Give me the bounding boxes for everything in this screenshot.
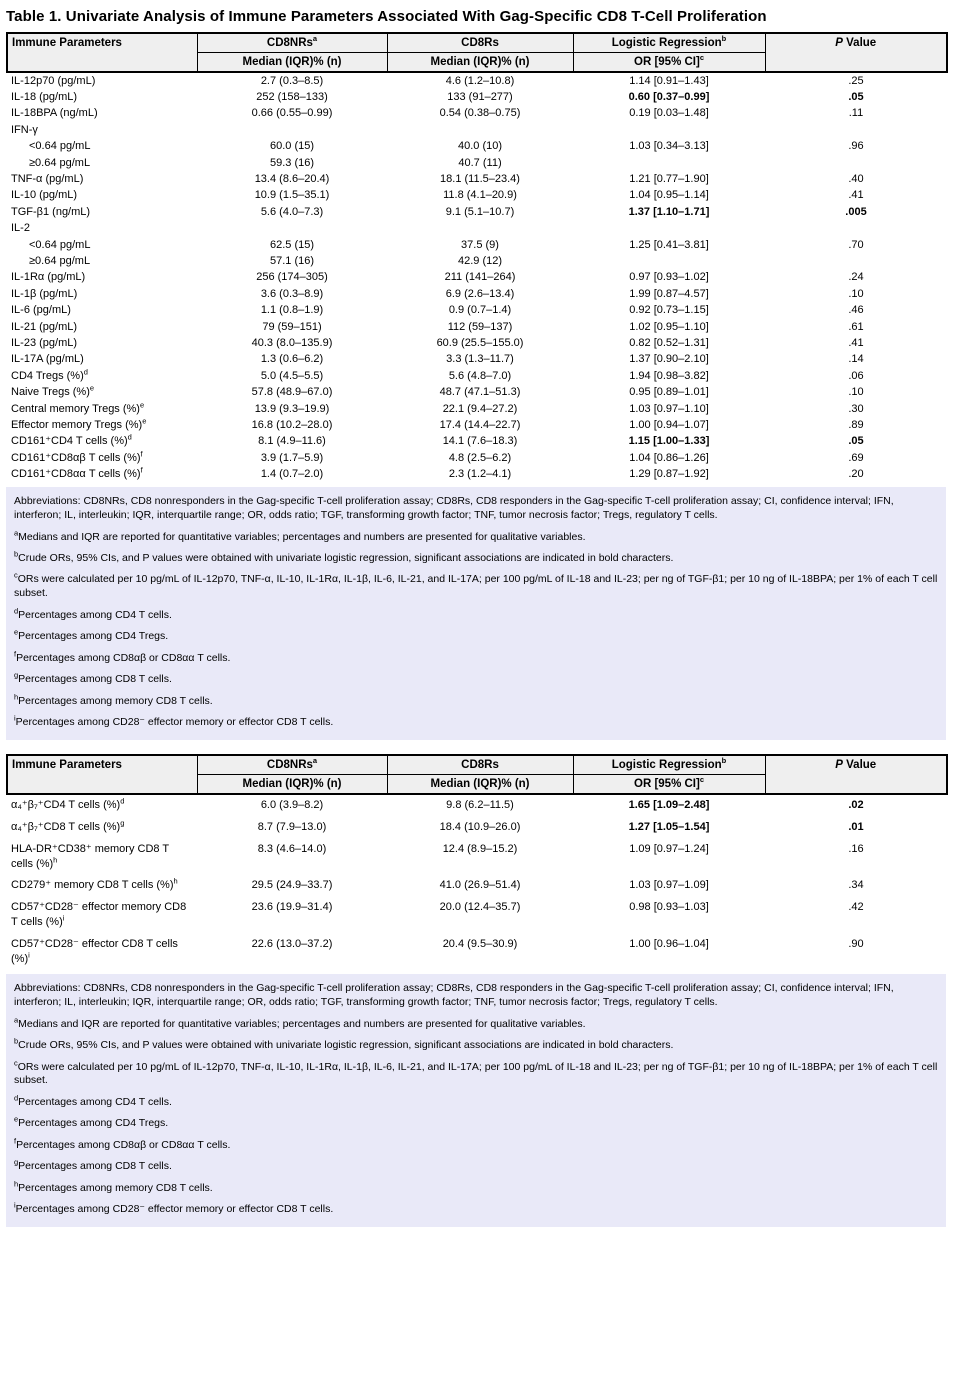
table-row <box>7 237 947 253</box>
footnote: $^c$ORs were calculated per 10 pg/mL of IL-12p70, TNF-α, IL-10, IL-1Rα, IL-1β, IL-6, IL-21, and IL-17A; per 100 pg/mL of IL-18 and IL-23; per ng of TGF-β1; per 10 ng of IL-18BPA; per 1% of each T cell subset. <box>14 1058 938 1087</box>
table-row <box>7 336 947 352</box>
footnote-marker: i <box>62 913 65 923</box>
row-label: IL-2 <box>11 222 30 235</box>
cd8nrs-median-cell: 8.3 (4.6–14.0) <box>257 842 327 855</box>
row-label: IFN-γ <box>11 123 38 136</box>
odds-ratio-cell: 1.14 [0.91–1.43] <box>629 74 709 87</box>
odds-ratio-cell: 1.02 [0.95–1.10] <box>629 320 709 333</box>
footnote-marker: c <box>14 1058 18 1067</box>
cd8rs-median-cell: 0.9 (0.7–1.4) <box>448 304 512 317</box>
table-row <box>7 139 947 155</box>
p-value-cell: .20 <box>848 468 864 481</box>
odds-ratio-cell: 1.00 [0.96–1.04] <box>629 938 709 950</box>
p-value-cell <box>765 122 947 138</box>
cd8rs-median-cell: 4.6 (1.2–10.8) <box>445 74 515 87</box>
p-value-cell: .05 <box>848 435 864 448</box>
table-sections-container <box>6 32 947 1227</box>
table-row <box>7 875 947 897</box>
footnote: $^i$Percentages among CD28⁻ effector memory or effector CD8 T cells. <box>14 1200 334 1216</box>
table-row <box>7 106 947 122</box>
p-value-cell <box>765 221 947 237</box>
row-label: <0.64 pg/mL <box>29 140 91 153</box>
p-value-cell: .06 <box>848 369 864 382</box>
column-subheader-cd8rs-median: Median (IQR)% (n) <box>387 774 573 794</box>
footnotes-1 <box>6 487 946 739</box>
footnote-marker: f <box>14 649 17 659</box>
cd8rs-median-cell: 18.1 (11.5–23.4) <box>440 172 520 185</box>
p-value-cell: .96 <box>848 140 864 153</box>
row-label: IL-10 (pg/mL) <box>11 189 78 202</box>
footnote-marker: e <box>142 416 147 426</box>
row-label: CD161⁺CD8αα T cells (%)$^f$ <box>11 465 143 481</box>
row-label: CD279⁺ memory CD8 T cells (%)$^h$ <box>11 876 178 892</box>
cd8rs-median-cell: 20.0 (12.4–35.7) <box>439 901 521 914</box>
table-row <box>7 188 947 204</box>
footnote-marker: g <box>14 670 19 680</box>
table-row <box>7 155 947 171</box>
row-label: IL-21 (pg/mL) <box>11 320 78 333</box>
odds-ratio-cell: 0.60 [0.37–0.99] <box>628 90 710 103</box>
column-header-cd8rs: CD8Rs <box>387 755 573 775</box>
footnote: $^d$Percentages among CD4 T cells. <box>14 1093 172 1108</box>
footnote-marker: i <box>28 950 30 960</box>
table-section-1 <box>6 32 947 740</box>
footnote-marker: h <box>173 876 178 886</box>
header-row-top <box>7 755 947 775</box>
odds-ratio-cell: 1.04 [0.86–1.26] <box>629 451 709 464</box>
footnote: $^c$ORs were calculated per 10 pg/mL of IL-12p70, TNF-α, IL-10, IL-1Rα, IL-1β, IL-6, IL-21, and IL-17A; per 100 pg/mL of IL-18 and IL-23; per ng of TGF-β1; per 10 ng of IL-18BPA; per 1% of each T cell subset. <box>14 570 938 600</box>
odds-ratio-cell: 1.37 [0.90–2.10] <box>629 353 709 366</box>
cd8nrs-median-cell: 8.1 (4.9–11.6) <box>258 435 326 448</box>
footnote-marker: d <box>14 1093 19 1103</box>
row-label: ≥0.64 pg/mL <box>29 156 91 169</box>
p-value-cell: .61 <box>848 320 864 333</box>
p-value-cell: .01 <box>848 820 864 833</box>
footnote: $^h$Percentages among memory CD8 T cells. <box>14 692 213 707</box>
cd8nrs-median-cell: 13.9 (9.3–19.9) <box>254 402 330 415</box>
cd8rs-median-cell: 211 (141–264) <box>444 271 516 284</box>
footnote-marker: h <box>53 854 58 864</box>
footnote-marker: i <box>14 1200 16 1210</box>
footnote-marker: c <box>14 570 18 580</box>
footnote: $^b$Crude ORs, 95% CIs, and P values were obtained with univariate logistic regression, significant associations are indicated in bold characters. <box>14 1036 674 1052</box>
table-row <box>7 434 947 450</box>
cd8nrs-median-cell: 40.3 (8.0–135.9) <box>251 337 333 349</box>
immune-parameters-table-2 <box>6 754 948 971</box>
odds-ratio-cell <box>573 221 765 237</box>
cd8nrs-median-cell: 1.4 (0.7–2.0) <box>260 468 324 481</box>
column-header-logistic-regression: Logistic Regression$^b$ <box>573 33 765 53</box>
cd8nrs-median-cell: 16.8 (10.2–28.0) <box>251 419 333 432</box>
odds-ratio-cell: 1.09 [0.97–1.24] <box>629 842 709 855</box>
p-value-cell: .90 <box>848 938 864 950</box>
p-value-cell: .30 <box>848 402 864 415</box>
row-label: IL-23 (pg/mL) <box>11 337 78 349</box>
footnote-marker: f <box>14 1136 17 1146</box>
footnote-marker: d <box>83 367 88 377</box>
row-label: CD57⁺CD28⁻ effector CD8 T cells (%)$^i$ <box>11 938 178 965</box>
cd8nrs-median-cell: 79 (59–151) <box>262 320 322 333</box>
p-value-cell: .42 <box>848 901 864 914</box>
p-value-cell: .11 <box>848 107 864 120</box>
p-value-cell: .10 <box>848 287 864 300</box>
odds-ratio-cell: 0.19 [0.03–1.48] <box>629 107 709 120</box>
cd8nrs-median-cell <box>197 122 387 138</box>
cd8nrs-median-cell: 22.6 (13.0–37.2) <box>251 938 333 950</box>
footnote: $^b$Crude ORs, 95% CIs, and P values were obtained with univariate logistic regression, significant associations are indicated in bold characters. <box>14 549 674 565</box>
footnote: $^e$Percentages among CD4 Tregs. <box>14 1114 169 1130</box>
cd8rs-median-cell: 60.9 (25.5–155.0) <box>436 337 524 349</box>
p-value-cell: .05 <box>848 90 864 103</box>
cd8rs-median-cell: 42.9 (12) <box>457 254 503 267</box>
table-section-2 <box>6 754 947 1227</box>
table-header <box>7 755 947 794</box>
footnote-marker: b <box>721 755 727 765</box>
odds-ratio-cell: 1.25 [0.41–3.81] <box>629 238 709 251</box>
odds-ratio-cell: 0.95 [0.89–1.01] <box>629 386 709 399</box>
row-label: IL-18 (pg/mL) <box>11 90 78 103</box>
odds-ratio-cell: 1.99 [0.87–4.57] <box>629 287 709 300</box>
table-row <box>7 418 947 434</box>
cd8rs-median-cell: 18.4 (10.9–26.0) <box>439 820 521 833</box>
odds-ratio-cell <box>573 155 765 171</box>
odds-ratio-cell: 1.94 [0.98–3.82] <box>629 369 709 382</box>
column-header-p-value: P Value <box>765 755 947 794</box>
p-value-cell: .70 <box>848 238 864 251</box>
p-value-cell: .14 <box>848 353 864 366</box>
odds-ratio-cell: 0.98 [0.93–1.03] <box>629 901 709 914</box>
header-row-top <box>7 33 947 53</box>
odds-ratio-cell: 1.27 [1.05–1.54] <box>628 820 710 833</box>
table-header <box>7 33 947 72</box>
cd8nrs-median-cell: 1.3 (0.6–6.2) <box>260 353 324 366</box>
odds-ratio-cell: 0.92 [0.73–1.15] <box>629 304 709 317</box>
footnote-marker: d <box>120 796 125 806</box>
table-row <box>7 401 947 417</box>
column-subheader-cd8nrs-median: Median (IQR)% (n) <box>197 53 387 73</box>
column-subheader-or-ci: OR [95% CI]$^c$ <box>573 53 765 73</box>
table-row <box>7 204 947 220</box>
column-subheader-cd8nrs-median: Median (IQR)% (n) <box>197 774 387 794</box>
table-row <box>7 72 947 89</box>
table-body <box>7 72 947 483</box>
footnotes-2 <box>6 974 946 1226</box>
row-label: IL-1Rα (pg/mL) <box>11 271 86 284</box>
table-row <box>7 794 947 817</box>
column-subheader-or-ci: OR [95% CI]$^c$ <box>573 774 765 794</box>
footnote-marker: b <box>14 549 19 559</box>
cd8nrs-median-cell: 252 (158–133) <box>256 90 328 103</box>
p-value-cell: .69 <box>848 451 864 464</box>
cd8nrs-median-cell: 23.6 (19.9–31.4) <box>251 901 333 914</box>
table-body <box>7 794 947 971</box>
cd8nrs-median-cell: 256 (174–305) <box>256 271 328 284</box>
table-row <box>7 816 947 838</box>
footnote-marker: b <box>14 1036 19 1046</box>
cd8rs-median-cell: 12.4 (8.9–15.2) <box>442 842 518 855</box>
p-value-cell <box>765 253 947 269</box>
cd8nrs-median-cell: 2.7 (0.3–8.5) <box>260 74 324 87</box>
p-value-cell: .005 <box>845 205 867 218</box>
cd8nrs-median-cell: 3.6 (0.3–8.9) <box>260 287 324 300</box>
p-value-italic-letter: P <box>835 37 843 49</box>
cd8rs-median-cell <box>387 221 573 237</box>
p-value-cell: .16 <box>848 842 864 855</box>
footnote-marker: f <box>140 465 143 475</box>
cd8rs-median-cell: 0.54 (0.38–0.75) <box>439 107 521 120</box>
p-value-cell <box>765 155 947 171</box>
footnote: Abbreviations: CD8NRs, CD8 nonresponders in the Gag-specific T-cell proliferation assay; CD8Rs, CD8 responders in the Gag-specific T-cell proliferation assay; CI, confidence interval; IFN, interferon; IL, interleukin; IQR, interquartile range; OR, odds ratio; TGF, transforming growth factor; TNF, tumor necrosis factor; Tregs, regulatory T cells. <box>14 495 894 522</box>
table-row <box>7 385 947 401</box>
cd8rs-median-cell: 112 (59–137) <box>447 320 513 333</box>
footnote-marker: h <box>14 1179 19 1189</box>
row-label: CD161⁺CD4 T cells (%)$^d$ <box>11 432 132 448</box>
row-label: IL-18BPA (ng/mL) <box>11 107 98 120</box>
cd8rs-median-cell: 5.6 (4.8–7.0) <box>448 369 512 382</box>
table-row <box>7 122 947 138</box>
p-value-cell: .02 <box>848 799 864 812</box>
cd8nrs-median-cell <box>197 221 387 237</box>
p-value-cell: .34 <box>848 879 864 892</box>
p-value-cell: .40 <box>848 172 864 185</box>
cd8rs-median-cell: 133 (91–277) <box>447 90 513 103</box>
table-row <box>7 897 947 934</box>
table-row <box>7 450 947 466</box>
cd8nrs-median-cell: 6.0 (3.9–8.2) <box>260 799 324 812</box>
cd8rs-median-cell: 4.8 (2.5–6.2) <box>448 451 512 464</box>
footnote-marker: a <box>14 528 19 538</box>
p-value-cell: .10 <box>848 386 864 399</box>
footnote: $^f$Percentages among CD8αβ or CD8αα T cells. <box>14 649 231 664</box>
cd8nrs-median-cell: 1.1 (0.8–1.9) <box>260 304 324 317</box>
row-label: CD161⁺CD8αβ T cells (%)$^f$ <box>11 449 143 464</box>
cd8nrs-median-cell: 62.5 (15) <box>269 238 315 251</box>
cd8rs-median-cell: 6.9 (2.6–13.4) <box>445 287 515 300</box>
column-header-logistic-regression: Logistic Regression$^b$ <box>573 755 765 775</box>
table-row <box>7 838 947 875</box>
row-label: IL-17A (pg/mL) <box>11 353 84 366</box>
cd8rs-median-cell: 40.7 (11) <box>458 156 502 169</box>
p-value-italic-letter: P <box>835 758 843 771</box>
row-label: HLA-DR⁺CD38⁺ memory CD8 T cells (%)$^h$ <box>11 842 169 870</box>
row-label: α₄⁺β₇⁺CD4 T cells (%)$^d$ <box>11 796 125 812</box>
cd8rs-median-cell: 9.8 (6.2–11.5) <box>446 799 514 812</box>
cd8rs-median-cell <box>387 122 573 138</box>
table-title: Table 1. Univariate Analysis of Immune Parameters Associated With Gag-Specific CD8 T-Cell Proliferation <box>6 8 767 25</box>
cd8rs-median-cell: 11.8 (4.1–20.9) <box>443 189 517 202</box>
row-label: TNF-α (pg/mL) <box>11 172 84 185</box>
footnote-marker: c <box>699 53 704 63</box>
cd8rs-median-cell: 37.5 (9) <box>461 238 499 251</box>
row-label: TGF-β1 (ng/mL) <box>11 205 91 218</box>
footnote-marker: b <box>721 34 727 44</box>
odds-ratio-cell: 1.21 [0.77–1.90] <box>629 172 709 185</box>
cd8rs-median-cell: 20.4 (9.5–30.9) <box>442 938 518 950</box>
cd8nrs-median-cell: 8.7 (7.9–13.0) <box>257 820 327 833</box>
p-value-cell: .41 <box>848 189 864 202</box>
column-header-immune-parameters: Immune Parameters <box>7 755 197 794</box>
cd8rs-median-cell: 48.7 (47.1–51.3) <box>439 386 521 399</box>
row-label: Central memory Tregs (%)$^e$ <box>11 399 145 415</box>
table-row <box>7 286 947 302</box>
p-value-cell: .24 <box>848 271 864 284</box>
footnote-marker: a <box>312 755 318 765</box>
footnote-marker: h <box>14 692 19 702</box>
odds-ratio-cell: 1.04 [0.95–1.14] <box>629 189 709 202</box>
row-label: IL-6 (pg/mL) <box>11 304 71 317</box>
column-header-cd8rs: CD8Rs <box>387 33 573 53</box>
footnote-marker: d <box>127 432 132 442</box>
odds-ratio-cell: 1.15 [1.00–1.33] <box>628 435 710 448</box>
odds-ratio-cell: 1.03 [0.97–1.10] <box>629 402 709 415</box>
column-subheader-cd8rs-median: Median (IQR)% (n) <box>387 53 573 73</box>
column-header-p-value: P Value <box>765 33 947 72</box>
cd8nrs-median-cell: 60.0 (15) <box>269 140 315 153</box>
footnote-marker: g <box>14 1157 19 1167</box>
cd8nrs-median-cell: 5.0 (4.5–5.5) <box>260 369 324 382</box>
p-value-cell: .41 <box>848 337 864 349</box>
table-row <box>7 253 947 269</box>
odds-ratio-cell: 1.03 [0.34–3.13] <box>629 140 709 153</box>
footnote-marker: e <box>14 1114 19 1124</box>
footnote: $^g$Percentages among CD8 T cells. <box>14 670 172 686</box>
footnote: $^h$Percentages among memory CD8 T cells. <box>14 1179 213 1194</box>
row-label: α₄⁺β₇⁺CD8 T cells (%)$^g$ <box>11 818 125 833</box>
odds-ratio-cell: 0.82 [0.52–1.31] <box>629 337 709 349</box>
table-row <box>7 934 947 971</box>
odds-ratio-cell <box>573 253 765 269</box>
row-label: CD57⁺CD28⁻ effector memory CD8 T cells (%)$^i$ <box>11 901 187 929</box>
cd8nrs-median-cell: 0.66 (0.55–0.99) <box>251 107 333 120</box>
cd8nrs-median-cell: 57.8 (48.9–67.0) <box>251 386 333 399</box>
footnote-marker: e <box>89 383 95 393</box>
row-label: <0.64 pg/mL <box>29 238 91 251</box>
cd8nrs-median-cell: 13.4 (8.6–20.4) <box>254 172 330 185</box>
footnote-marker: i <box>14 713 16 723</box>
footnote-marker: e <box>14 627 19 637</box>
row-label: Effector memory Tregs (%)$^e$ <box>11 416 147 432</box>
cd8rs-median-cell: 9.1 (5.1–10.7) <box>445 205 515 218</box>
footnote: $^d$Percentages among CD4 T cells. <box>14 606 172 621</box>
column-header-cd8nrs: CD8NRs$^a$ <box>197 755 387 775</box>
table-row <box>7 467 947 483</box>
footnote: $^e$Percentages among CD4 Tregs. <box>14 627 169 643</box>
footnote-marker: d <box>14 606 19 616</box>
cd8nrs-median-cell: 10.9 (1.5–35.1) <box>254 189 330 202</box>
odds-ratio-cell: 1.03 [0.97–1.09] <box>629 879 709 892</box>
footnote: $^a$Medians and IQR are reported for quantitative variables; percentages and numbers are presented for qualitative variables. <box>14 1015 586 1030</box>
table-row <box>7 319 947 335</box>
p-value-cell: .46 <box>848 304 864 317</box>
odds-ratio-cell: 1.29 [0.87–1.92] <box>629 468 709 481</box>
table-row <box>7 171 947 187</box>
footnote-marker: f <box>140 449 143 459</box>
footnote: $^a$Medians and IQR are reported for quantitative variables; percentages and numbers are presented for qualitative variables. <box>14 528 586 543</box>
cd8rs-median-cell: 41.0 (26.9–51.4) <box>439 879 521 892</box>
cd8rs-median-cell: 2.3 (1.2–4.1) <box>448 468 512 481</box>
cd8nrs-median-cell: 29.5 (24.9–33.7) <box>251 879 333 892</box>
immune-parameters-table-1 <box>6 32 948 483</box>
footnote-marker: e <box>139 399 145 409</box>
cd8nrs-median-cell: 57.1 (16) <box>269 254 315 267</box>
table-row <box>7 89 947 105</box>
row-label: IL-12p70 (pg/mL) <box>11 74 96 87</box>
row-label: Naive Tregs (%)$^e$ <box>11 383 95 399</box>
row-label: CD4 Tregs (%)$^d$ <box>11 367 88 382</box>
footnote-marker: a <box>14 1015 19 1025</box>
row-label: ≥0.64 pg/mL <box>29 254 91 267</box>
cd8nrs-median-cell: 3.9 (1.7–5.9) <box>260 451 324 464</box>
table-row <box>7 352 947 368</box>
footnote-marker: c <box>699 774 704 784</box>
cd8rs-median-cell: 3.3 (1.3–11.7) <box>446 353 514 366</box>
footnote: $^i$Percentages among CD28⁻ effector memory or effector CD8 T cells. <box>14 713 334 729</box>
cd8rs-median-cell: 14.1 (7.6–18.3) <box>442 435 518 448</box>
row-label: IL-1β (pg/mL) <box>11 287 78 300</box>
footnote-marker: a <box>312 34 318 44</box>
column-header-cd8nrs: CD8NRs$^a$ <box>197 33 387 53</box>
odds-ratio-cell: 1.00 [0.94–1.07] <box>629 419 709 432</box>
footnote: Abbreviations: CD8NRs, CD8 nonresponders in the Gag-specific T-cell proliferation assay; CD8Rs, CD8 responders in the Gag-specific T-cell proliferation assay; CI, confidence interval; IFN, interferon; IL, interleukin; IQR, interquartile range; OR, odds ratio; TGF, transforming growth factor; TNF, tumor necrosis factor; Tregs, regulatory T cells. <box>14 982 894 1009</box>
p-value-cell: .89 <box>848 419 864 432</box>
odds-ratio-cell: 1.65 [1.09–2.48] <box>628 799 710 812</box>
table-row <box>7 221 947 237</box>
footnote-marker: g <box>120 818 125 828</box>
column-header-immune-parameters: Immune Parameters <box>7 33 197 72</box>
table-row <box>7 270 947 286</box>
table-row <box>7 303 947 319</box>
odds-ratio-cell: 0.97 [0.93–1.02] <box>629 271 709 284</box>
table-row <box>7 368 947 384</box>
footnote: $^g$Percentages among CD8 T cells. <box>14 1157 172 1173</box>
odds-ratio-cell: 1.37 [1.10–1.71] <box>628 205 710 218</box>
p-value-cell: .25 <box>848 74 864 87</box>
cd8nrs-median-cell: 59.3 (16) <box>269 156 315 169</box>
cd8rs-median-cell: 22.1 (9.4–27.2) <box>442 402 518 415</box>
footnote: $^f$Percentages among CD8αβ or CD8αα T cells. <box>14 1136 231 1151</box>
cd8rs-median-cell: 40.0 (10) <box>457 140 503 153</box>
odds-ratio-cell <box>573 122 765 138</box>
cd8nrs-median-cell: 5.6 (4.0–7.3) <box>260 205 324 218</box>
cd8rs-median-cell: 17.4 (14.4–22.7) <box>439 419 521 432</box>
